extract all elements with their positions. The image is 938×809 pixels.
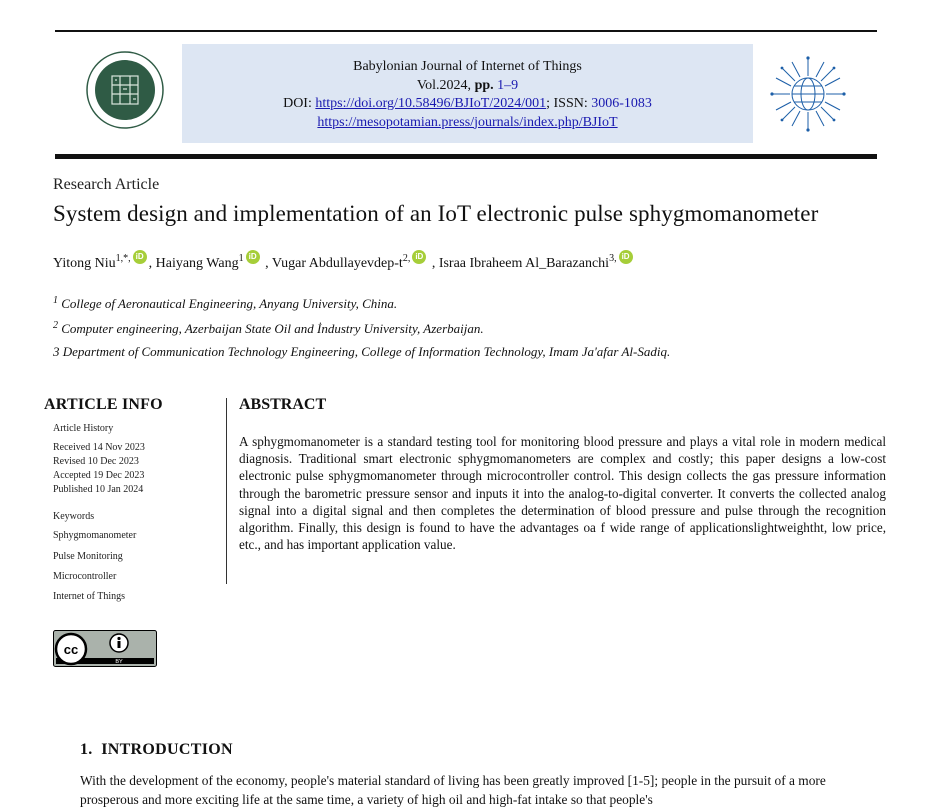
orcid-icon[interactable]: iD bbox=[412, 250, 426, 264]
issn-value: 3006-1083 bbox=[591, 96, 652, 111]
abstract-heading: ABSTRACT bbox=[239, 396, 327, 413]
orcid-icon[interactable]: iD bbox=[619, 250, 633, 264]
abstract-text: A sphygmomanometer is a standard testing tool for monitoring blood pressure and plays a vital role in modern medical diagnosis. Traditional smart electronic sphygmomanometers are complex and costly; this paper designs a low-cost electronic pulse sphygmomanometer through microcontroller control. This design collects the gas pressure information through the barometric pressure sensor and inputs it into the analog-to-digital converter. It converts the collected analog signal into a digital signal and then completes the determination of blood pressure and pulse through the recognition algorithm. Finally, this design is found to have the advantages oa f wide range of applicationslightweightht, low price, etc., and has important application value. bbox=[239, 434, 886, 553]
column-divider bbox=[226, 398, 227, 584]
author-name: , Israa Ibraheem Al_Barazanchi bbox=[428, 256, 610, 271]
article-type: Research Article bbox=[53, 176, 160, 193]
journal-name: Babylonian Journal of Internet of Things bbox=[353, 59, 582, 74]
author-name: , Vugar Abdullayevdep-t bbox=[261, 256, 403, 271]
affiliation-3: 3 Department of Communication Technology Engineering, College of Information Technology, Imam Ja'afar Al-Sadiq. bbox=[53, 344, 671, 359]
keyword: Internet of Things bbox=[53, 591, 126, 602]
svg-text:cc: cc bbox=[63, 642, 79, 657]
introduction-heading: 1. INTRODUCTION bbox=[80, 741, 233, 758]
journal-globe-logo bbox=[768, 54, 848, 134]
header-top-rule bbox=[55, 30, 877, 32]
keyword: Pulse Monitoring bbox=[53, 551, 123, 562]
orcid-icon[interactable]: iD bbox=[133, 250, 147, 264]
introduction-text: With the development of the economy, people's material standard of living has been greatly improved [1-5]; people in the pursuit of a more prosperous and more exciting life at the same time, a variety of high oil and high-fat intake so that people's bbox=[80, 773, 826, 807]
date-received: Received 14 Nov 2023 bbox=[53, 442, 145, 453]
journal-header-box bbox=[182, 44, 753, 143]
date-revised: Revised 10 Dec 2023 bbox=[53, 456, 139, 467]
journal-doi-line: DOI: https://doi.org/10.58496/BJIoT/2024/001; ISSN: 3006-1083 bbox=[283, 96, 652, 111]
keyword: Sphygmomanometer bbox=[53, 530, 137, 541]
article-title: System design and implementation of an IoT electronic pulse sphygmomanometer bbox=[53, 201, 819, 226]
author-name: Yitong Niu bbox=[53, 256, 116, 271]
journal-url-link[interactable]: https://mesopotamian.press/journals/index.php/BJIoT bbox=[317, 114, 618, 130]
article-info-heading: ARTICLE INFO bbox=[44, 396, 163, 413]
mesopotamian-academic-press-logo bbox=[85, 50, 165, 130]
keyword: Microcontroller bbox=[53, 571, 117, 582]
cc-by-label: BY bbox=[115, 659, 123, 665]
author-name: , Haiyang Wang bbox=[148, 256, 239, 271]
header-bottom-rule bbox=[55, 154, 877, 159]
doi-link[interactable]: https://doi.org/10.58496/BJIoT/2024/001 bbox=[315, 96, 547, 111]
article-history-label: Article History bbox=[53, 423, 114, 434]
journal-volume: Vol.2024, pp. 1–9 bbox=[416, 77, 519, 93]
keywords-label: Keywords bbox=[53, 511, 95, 522]
orcid-icon[interactable]: iD bbox=[246, 250, 260, 264]
date-published: Published 10 Jan 2024 bbox=[53, 484, 144, 495]
date-accepted: Accepted 19 Dec 2023 bbox=[53, 470, 145, 481]
affiliation-2: $^2$ Computer engineering, Azerbaijan State Oil and İndustry University, Azerbaijan. bbox=[53, 320, 484, 336]
author-list: Yitong Niu$^{1,*,}$ iD , Haiyang Wang$^1$ iD , Vugar Abdullayevdep-$t^{2,}$ iD , Israa Ibraheem Al_Barazanchi$^{3,}$ iD bbox=[53, 250, 635, 272]
cc-by-license-badge[interactable] bbox=[53, 630, 157, 667]
affiliation-1: $^1$ College of Aeronautical Engineering, Anyang University, China. bbox=[53, 295, 398, 311]
